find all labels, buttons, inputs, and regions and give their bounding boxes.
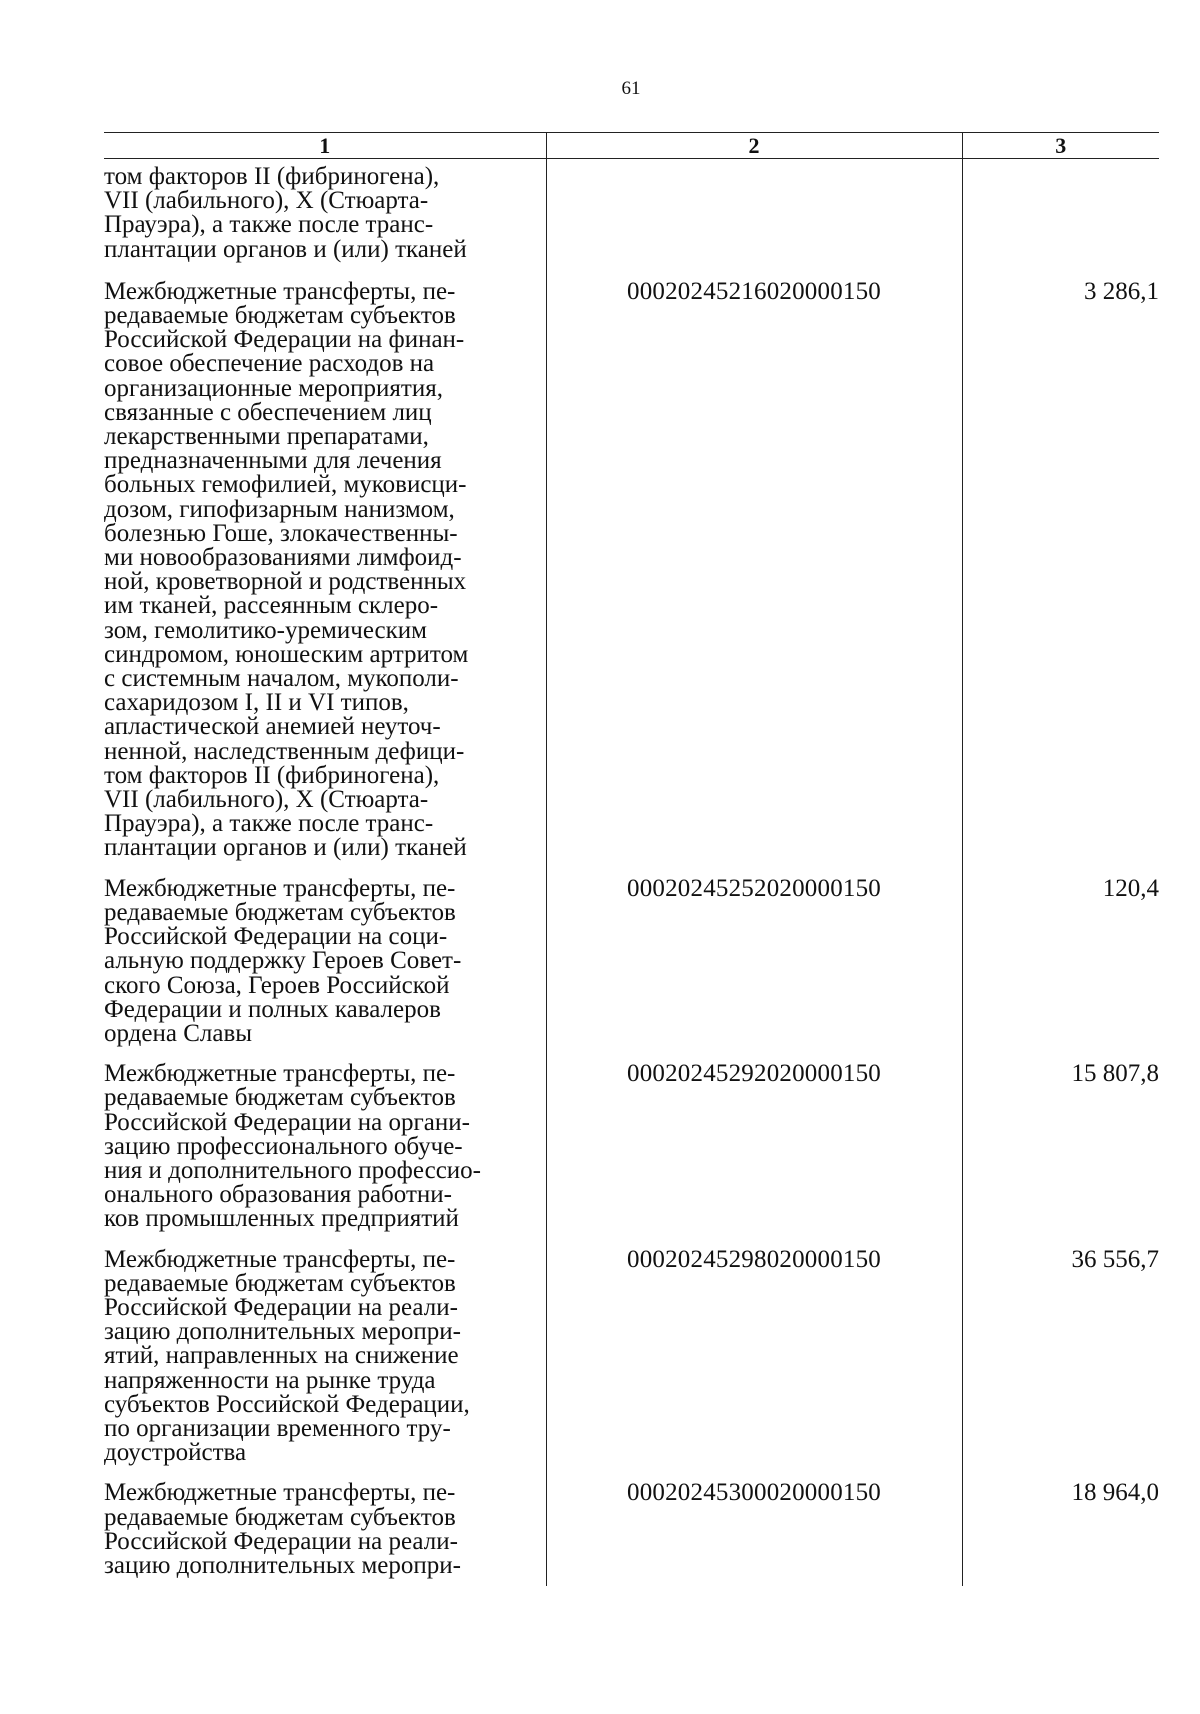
budget-transfers-table	[104, 132, 1159, 1586]
description-line: предназначенными для лечения	[104, 447, 442, 475]
table-row	[104, 1062, 1159, 1247]
description-line: плантации органов и (или) тканей	[104, 834, 467, 862]
column-header-2: 2	[546, 133, 962, 159]
row-budget-code: 00020245216020000150	[546, 280, 962, 877]
description-line: Прауэра), а также после транс-	[104, 211, 434, 239]
description-line: сахаридозом I, II и VI типов,	[104, 689, 409, 717]
description-line: по организации временного тру-	[104, 1414, 451, 1442]
description-line: зацию профессионального обуче-	[104, 1132, 463, 1160]
row-amount: 3 286,1	[962, 280, 1159, 877]
description-line: ненной, наследственным дефици-	[104, 737, 465, 765]
row-description	[104, 1481, 546, 1586]
row-amount: 18 964,0	[962, 1481, 1159, 1586]
description-line: ского Союза, Героев Российской	[104, 971, 450, 999]
description-line: ков промышленных предприятий	[104, 1205, 459, 1233]
description-line: том факторов II (фибриногена),	[104, 761, 440, 789]
description-line: Федерации и полных кавалеров	[104, 995, 441, 1023]
description-line: Прауэра), а также после транс-	[104, 810, 434, 838]
row-description	[104, 159, 546, 280]
table-row	[104, 1248, 1159, 1482]
description-line: связанные с обеспечением лиц	[104, 398, 432, 426]
row-description	[104, 1062, 546, 1247]
table-row	[104, 159, 1159, 280]
description-line: синдромом, юношеским артритом	[104, 640, 469, 668]
description-line: редаваемые бюджетам субъектов	[104, 302, 456, 330]
description-line: Российской Федерации на соци-	[104, 923, 448, 951]
row-amount: 15 807,8	[962, 1062, 1159, 1247]
row-budget-code: 00020245298020000150	[546, 1248, 962, 1482]
description-line: зацию дополнительных меропри-	[104, 1318, 461, 1346]
row-description	[104, 1245, 546, 1482]
row-amount	[962, 159, 1159, 280]
description-line: Российской Федерации на реали-	[104, 1527, 458, 1555]
table-body	[104, 159, 1159, 1587]
description-line: зом, гемолитико-уремическим	[104, 616, 427, 644]
row-description	[104, 874, 546, 1062]
description-line: субъектов Российской Федерации,	[104, 1390, 470, 1418]
description-line: редаваемые бюджетам субъектов	[104, 1084, 456, 1112]
description-line: зацию дополнительных меропри-	[104, 1551, 461, 1579]
row-budget-code	[546, 159, 962, 280]
description-line: ордена Славы	[104, 1019, 253, 1047]
header-row	[104, 133, 1159, 159]
description-line: Межбюджетные трансферты, пе-	[104, 874, 456, 902]
table-row	[104, 1481, 1159, 1586]
row-budget-code: 00020245292020000150	[546, 1062, 962, 1247]
description-line: Межбюджетные трансферты, пе-	[104, 277, 456, 305]
description-line: совое обеспечение расходов на	[104, 350, 435, 378]
table-row	[104, 877, 1159, 1062]
description-line: редаваемые бюджетам субъектов	[104, 1269, 456, 1297]
description-line: ния и дополнительного профессио-	[104, 1156, 481, 1184]
description-line: болезнью Гоше, злокачественны-	[104, 519, 458, 547]
description-line: больных гемофилией, муковисци-	[104, 471, 467, 499]
description-line: напряженности на рынке труда	[104, 1366, 436, 1394]
description-line: плантации органов и (или) тканей	[104, 235, 467, 263]
description-line: ми новообразованиями лимфоид-	[104, 544, 462, 572]
description-line: онального образования работни-	[104, 1181, 452, 1209]
description-line: апластической анемией неуточ-	[104, 713, 441, 741]
row-amount: 120,4	[962, 877, 1159, 1062]
description-line: лекарственными препаратами,	[104, 423, 429, 451]
description-line: редаваемые бюджетам субъектов	[104, 898, 456, 926]
description-line: ной, кроветворной и родственных	[104, 568, 467, 596]
description-line: редаваемые бюджетам субъектов	[104, 1503, 456, 1531]
description-line: альную поддержку Героев Совет-	[104, 947, 462, 975]
description-line: Российской Федерации на финан-	[104, 326, 465, 354]
description-line: том факторов II (фибриногена),	[104, 163, 440, 190]
row-budget-code: 00020245252020000150	[546, 877, 962, 1062]
description-line: дозом, гипофизарным нанизмом,	[104, 495, 455, 523]
column-header-3: 3	[962, 133, 1159, 159]
row-description	[104, 277, 546, 877]
description-line: им тканей, рассеянным склеро-	[104, 592, 439, 620]
description-line: VII (лабильного), X (Стюарта-	[104, 786, 429, 814]
description-line: VII (лабильного), X (Стюарта-	[104, 187, 429, 215]
table-row	[104, 280, 1159, 877]
description-line: организационные мероприятия,	[104, 374, 443, 402]
column-header-1: 1	[104, 133, 546, 159]
description-line: Российской Федерации на реали-	[104, 1293, 458, 1321]
description-line: доустройства	[104, 1439, 247, 1467]
page-number: 61	[621, 78, 641, 99]
description-line: Межбюджетные трансферты, пе-	[104, 1060, 456, 1088]
description-line: Российской Федерации на органи-	[104, 1108, 470, 1136]
description-line: с системным началом, мукополи-	[104, 665, 459, 693]
row-budget-code: 00020245300020000150	[546, 1481, 962, 1586]
description-line: Межбюджетные трансферты, пе-	[104, 1245, 456, 1273]
description-line: Межбюджетные трансферты, пе-	[104, 1479, 456, 1507]
row-amount: 36 556,7	[962, 1248, 1159, 1482]
description-line: ятий, направленных на снижение	[104, 1342, 459, 1370]
